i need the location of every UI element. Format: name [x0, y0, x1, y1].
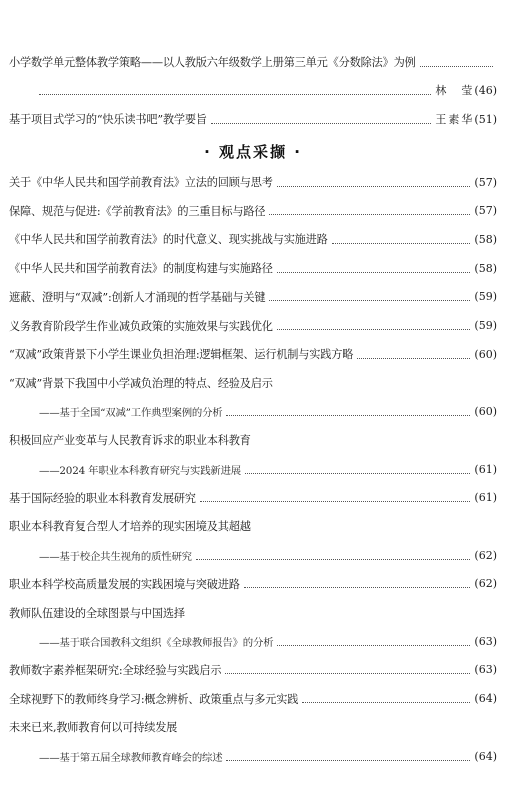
toc-entry[interactable] — [9, 660, 497, 680]
dot-leader — [332, 243, 471, 244]
entry-title: 《中华人民共和国学前教育法》的时代意义、现实挑战与实施进路 — [9, 233, 328, 247]
entry-page: (64) — [474, 692, 497, 706]
dot-leader — [245, 473, 470, 474]
entry-page: (57) — [474, 175, 497, 189]
dot-leader — [244, 587, 471, 588]
dot-leader — [302, 702, 470, 703]
entry-page: (61) — [474, 462, 497, 476]
dot-leader — [357, 358, 470, 359]
entry-title: 教师数字素养框架研究:全球经验与实践启示 — [9, 663, 222, 677]
entry-page: (61) — [474, 491, 497, 505]
entry-page: (59) — [474, 319, 497, 332]
toc-subtitle-entry[interactable] — [9, 459, 497, 479]
dot-leader — [225, 673, 470, 674]
entry-title: 全球视野下的教师终身学习:概念辨析、政策重点与多元实践 — [9, 692, 299, 706]
dot-leader — [200, 501, 471, 502]
dot-leader — [39, 94, 431, 95]
entry-page: (63) — [474, 663, 497, 677]
entry-title: 关于《中华人民共和国学前教育法》立法的回顾与思考 — [9, 176, 273, 189]
toc-entry[interactable] — [9, 229, 497, 249]
entry-title: 积极回应产业变革与人民教育诉求的职业本科教育 — [9, 434, 251, 448]
entry-title: 基于项目式学习的“快乐读书吧”教学要旨 — [9, 113, 207, 126]
toc-entry[interactable] — [9, 516, 497, 536]
dot-leader — [277, 645, 470, 646]
entry-page: (62) — [474, 548, 497, 562]
dot-leader — [226, 415, 470, 416]
entry-title: 基于国际经验的职业本科教育发展研究 — [9, 491, 196, 505]
dot-leader — [269, 300, 470, 301]
entry-title: “双减”背景下我国中小学减负治理的特点、经验及启示 — [9, 376, 273, 390]
toc-subtitle-entry[interactable] — [9, 402, 497, 422]
entry-title: 义务教育阶段学生作业减负政策的实施效果与实践优化 — [9, 319, 273, 333]
dot-leader — [420, 66, 493, 67]
toc-subtitle-entry[interactable] — [9, 746, 497, 766]
toc-entry[interactable] — [9, 287, 497, 307]
entry-subtitle: ——2024 年职业本科教育研究与实践新进展 — [39, 464, 241, 477]
entry-page: (51) — [474, 112, 497, 126]
entry-author: 林 莹 — [435, 84, 475, 97]
entry-author: 王素华 — [435, 113, 475, 126]
toc-entry-continuation[interactable] — [9, 80, 497, 100]
dot-leader — [211, 123, 432, 124]
entry-title: 《中华人民共和国学前教育法》的制度构建与实施路径 — [9, 262, 273, 276]
entry-subtitle: ——基于校企共生视角的质性研究 — [39, 550, 192, 563]
dot-leader — [277, 272, 471, 273]
entry-title: “双减”政策背景下小学生课业负担治理:逻辑框架、运行机制与实践方略 — [9, 348, 354, 362]
entry-page: (57) — [474, 204, 497, 218]
entry-title: 小学数学单元整体教学策略——以人教版六年级数学上册第三单元《分数除法》为例 — [9, 56, 416, 69]
toc-entry[interactable] — [9, 109, 497, 129]
entry-title: 保障、规范与促进:《学前教育法》的三重目标与路径 — [9, 204, 266, 218]
dot-leader — [277, 329, 471, 330]
dot-leader — [277, 186, 471, 187]
toc-entry[interactable] — [9, 574, 497, 594]
toc-entry[interactable] — [9, 488, 497, 508]
entry-page: (58) — [474, 261, 497, 275]
dot-leader — [226, 760, 470, 761]
entry-page: (58) — [474, 232, 497, 246]
entry-page: (46) — [474, 83, 497, 97]
entry-title: 遮蔽、澄明与“双减”:创新人才涌现的哲学基础与关键 — [9, 290, 266, 304]
entry-subtitle: ——基于联合国教科文组织《全球教师报告》的分析 — [39, 636, 274, 649]
toc-entry[interactable] — [9, 344, 497, 364]
entry-page: (62) — [474, 577, 497, 591]
toc-subtitle-entry[interactable] — [9, 545, 497, 565]
dot-leader — [196, 559, 471, 560]
toc-entry[interactable] — [9, 603, 497, 623]
entry-subtitle: ——基于第五届全球教师教育峰会的综述 — [39, 751, 223, 764]
entry-page: (60) — [474, 347, 497, 361]
entry-title: 教师队伍建设的全球图景与中国选择 — [9, 606, 185, 620]
entry-page: (60) — [474, 405, 497, 419]
toc-entry[interactable] — [9, 430, 497, 450]
toc-entry[interactable] — [9, 201, 497, 221]
toc-entry[interactable] — [9, 52, 497, 72]
entry-title: 职业本科教育复合型人才培养的现实困境及其超越 — [9, 520, 251, 534]
entry-title: 未来已来,教师教育何以可持续发展 — [9, 721, 178, 735]
entry-page: (59) — [474, 290, 497, 304]
toc-entry[interactable] — [9, 258, 497, 278]
toc-entry[interactable] — [9, 316, 497, 336]
entry-title: 职业本科学校高质量发展的实践困境与突破进路 — [9, 577, 240, 591]
entry-page: (63) — [474, 634, 497, 648]
toc-entry[interactable] — [9, 717, 497, 737]
toc-entry[interactable] — [9, 172, 497, 192]
entry-subtitle: ——基于全国“双减”工作典型案例的分析 — [39, 407, 223, 420]
section-heading: · 观点采撷 · — [204, 143, 302, 161]
entry-page: (64) — [474, 749, 497, 763]
dot-leader — [269, 214, 470, 215]
toc-subtitle-entry[interactable] — [9, 631, 497, 651]
toc-entry[interactable] — [9, 373, 497, 393]
toc-entry[interactable] — [9, 689, 497, 709]
